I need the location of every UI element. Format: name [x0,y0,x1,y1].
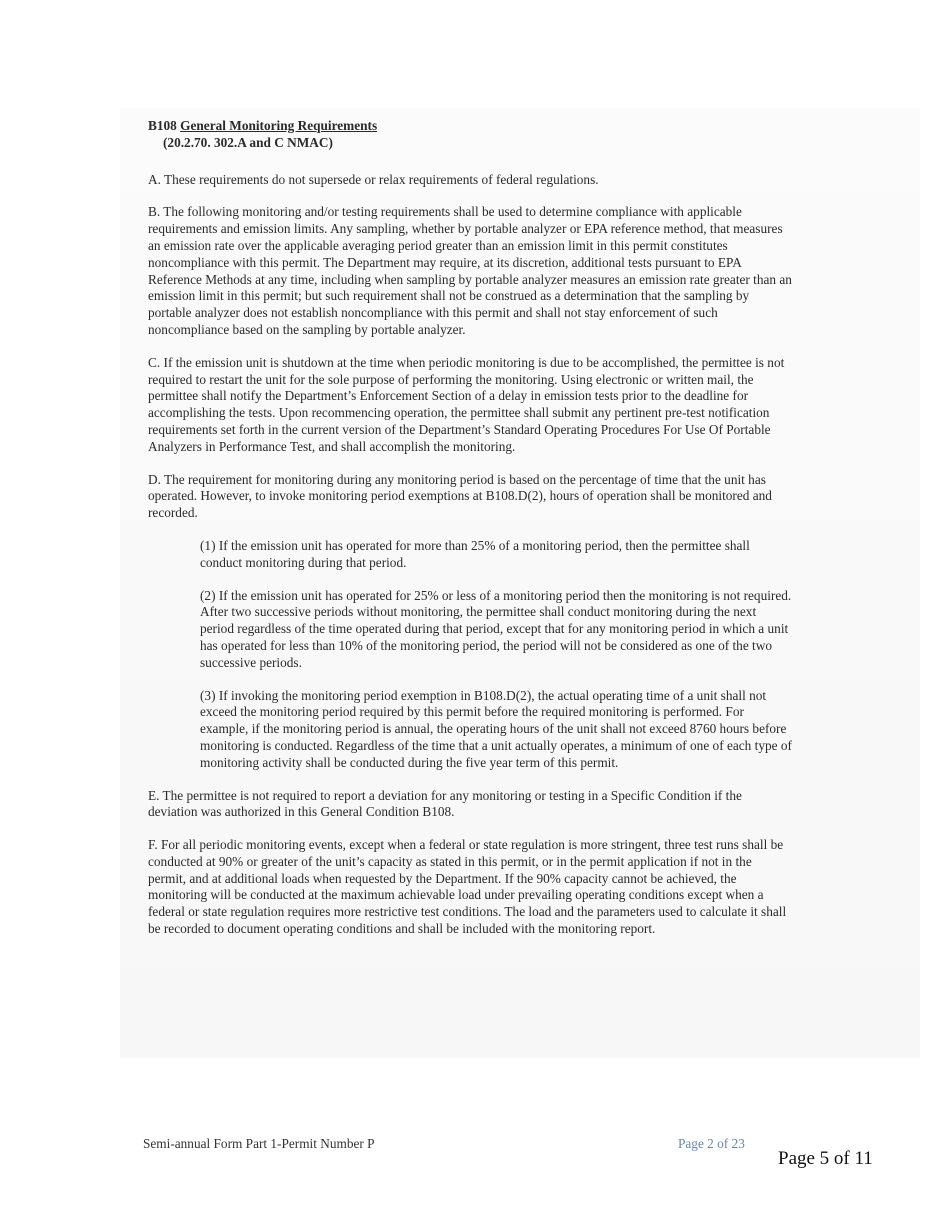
section-code: B108 [148,118,177,133]
section-citation: (20.2.70. 302.A and C NMAC) [163,134,333,150]
section-title: General Monitoring Requirements [180,118,378,133]
paragraph-a: A. These requirements do not supersede or relax requirements of federal regulations. [148,171,599,187]
inner-page-number: Page 2 of 23 [678,1136,745,1151]
section-heading [148,118,793,152]
outer-page-number: Page 5 of 11 [778,1148,873,1169]
paragraph-c: C. If the emission unit is shutdown at the time when periodic monitoring is due to be accomplished, the permittee is not required to restart the unit for the sole purpose of performing the monitoring. Using electronic or written mail, the permittee shall notify the Department’s Enforcement Section of a delay in emission tests prior to the deadline for accomplishing the tests. Upon recommencing operation, the permittee shall submit any pertinent pre-test notification requirements set forth in the current version of the Department’s Standard Operating Procedures For Use Of Portable Analyzers in Performance Test, and shall accomplish the monitoring. [148,354,785,454]
form-label: Semi-annual Form Part 1-Permit Number P [143,1136,375,1151]
paragraph-e: E. The permittee is not required to report a deviation for any monitoring or testing in a Specific Condition if the deviation was authorized in this General Condition B108. [148,787,742,820]
paragraph-f: F. For all periodic monitoring events, except when a federal or state regulation is more stringent, three test runs shall be conducted at 90% or greater of the unit’s capacity as stated in this permit, or in the permit application if not in the permit, and at additional loads when requested by the Department. If the 90% capacity cannot be achieved, the monitoring will be conducted at the maximum achievable load under prevailing operating conditions except when a federal or state regulation requires more restrictive test conditions. The load and the parameters used to calculate it shall be recorded to document operating conditions and shall be included with the monitoring report. [148,837,787,937]
paragraph-d3: (3) If invoking the monitoring period exemption in B108.D(2), the actual operating time of a unit shall not exceed the monitoring period required by this permit before the required monitoring is performed. For example, if the monitoring period is annual, the operating hours of the unit shall not exceed 8760 hours before monitoring is conducted. Regardless of the time that a unit actually operates, a minimum of one of each type of monitoring activity shall be conducted during the five year term of this permit. [200,687,792,770]
paragraph-d1: (1) If the emission unit has operated for more than 25% of a monitoring period, then the permittee shall conduct monitoring during that period. [200,537,750,570]
document-body [148,118,793,938]
paragraph-d: D. The requirement for monitoring during any monitoring period is based on the percentage of time that the unit has operated. However, to invoke monitoring period exemptions at B108.D(2), hours of operation shall be monitored and recorded. [148,471,772,521]
paragraph-b: B. The following monitoring and/or testing requirements shall be used to determine compliance with applicable requirements and emission limits. Any sampling, whether by portable analyzer or EPA reference method, that measures an emission rate over the applicable averaging period greater than an emission limit in this permit constitutes noncompliance with this permit. The Department may require, at its discretion, additional tests pursuant to EPA Reference Methods at any time, including when sampling by portable analyzer measures an emission rate greater than an emission limit in this permit; but such requirement shall not be construed as a determination that the sampling by portable analyzer does not establish noncompliance with this permit and shall not stay enforcement of such noncompliance based on the sampling by portable analyzer. [148,204,792,337]
paragraph-d2: (2) If the emission unit has operated for 25% or less of a monitoring period then the monitoring is not required. After two successive periods without monitoring, the permittee shall conduct monitoring during the next period regardless of the time operated during that period, except that for any monitoring period in which a unit has operated for less than 10% of the monitoring period, the period will not be considered as one of the two successive periods. [200,587,792,670]
